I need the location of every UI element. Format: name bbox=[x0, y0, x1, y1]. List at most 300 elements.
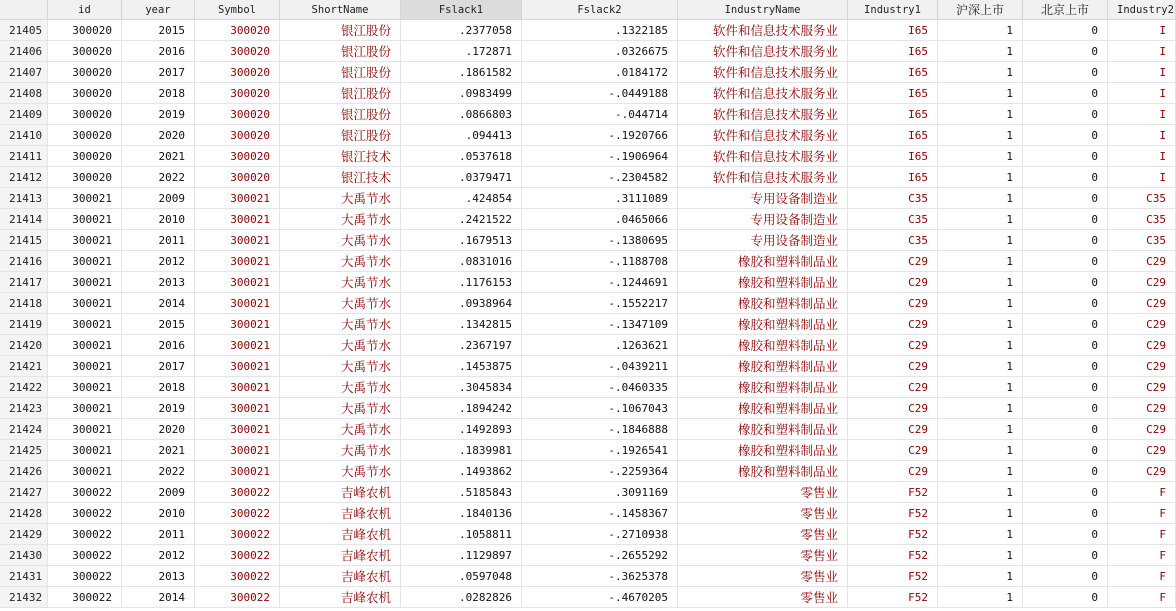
cell-industry1[interactable]: C29 bbox=[848, 335, 938, 356]
column-header-rownum[interactable] bbox=[0, 0, 48, 20]
table-row[interactable] bbox=[0, 566, 1176, 587]
cell-year[interactable]: 2016 bbox=[122, 41, 195, 62]
cell-symbol[interactable]: 300021 bbox=[195, 209, 280, 230]
cell-shortname[interactable]: 大禹节水 bbox=[280, 209, 401, 230]
cell-fslack1[interactable]: .2421522 bbox=[401, 209, 522, 230]
cell-fslack2[interactable]: -.044714 bbox=[522, 104, 678, 125]
cell-shortname[interactable]: 银江股份 bbox=[280, 104, 401, 125]
cell-industry1[interactable]: I65 bbox=[848, 146, 938, 167]
cell-id[interactable]: 300021 bbox=[48, 419, 122, 440]
cell-symbol[interactable]: 300021 bbox=[195, 272, 280, 293]
cell-symbol[interactable]: 300021 bbox=[195, 251, 280, 272]
cell-bj[interactable]: 0 bbox=[1023, 104, 1108, 125]
cell-symbol[interactable]: 300021 bbox=[195, 293, 280, 314]
cell-year[interactable]: 2017 bbox=[122, 356, 195, 377]
cell-bj[interactable]: 0 bbox=[1023, 272, 1108, 293]
cell-bj[interactable]: 0 bbox=[1023, 461, 1108, 482]
cell-fslack1[interactable]: .1129897 bbox=[401, 545, 522, 566]
cell-year[interactable]: 2012 bbox=[122, 545, 195, 566]
cell-industry1[interactable]: I65 bbox=[848, 20, 938, 41]
cell-shortname[interactable]: 吉峰农机 bbox=[280, 545, 401, 566]
cell-id[interactable]: 300022 bbox=[48, 503, 122, 524]
cell-industry1[interactable]: I65 bbox=[848, 62, 938, 83]
cell-fslack1[interactable]: .1861582 bbox=[401, 62, 522, 83]
cell-industry1[interactable]: F52 bbox=[848, 545, 938, 566]
cell-shortname[interactable]: 吉峰农机 bbox=[280, 524, 401, 545]
cell-bj[interactable]: 0 bbox=[1023, 482, 1108, 503]
cell-id[interactable]: 300022 bbox=[48, 545, 122, 566]
cell-bj[interactable]: 0 bbox=[1023, 356, 1108, 377]
cell-industry2[interactable]: C35 bbox=[1108, 230, 1176, 251]
cell-year[interactable]: 2018 bbox=[122, 83, 195, 104]
table-row[interactable] bbox=[0, 41, 1176, 62]
cell-industryname[interactable]: 橡胶和塑料制品业 bbox=[678, 377, 848, 398]
cell-symbol[interactable]: 300021 bbox=[195, 356, 280, 377]
cell-industryname[interactable]: 零售业 bbox=[678, 545, 848, 566]
cell-bj[interactable]: 0 bbox=[1023, 440, 1108, 461]
cell-fslack1[interactable]: .0282826 bbox=[401, 587, 522, 608]
cell-year[interactable]: 2013 bbox=[122, 566, 195, 587]
cell-fslack2[interactable]: .1322185 bbox=[522, 20, 678, 41]
cell-industryname[interactable]: 零售业 bbox=[678, 587, 848, 608]
cell-symbol[interactable]: 300021 bbox=[195, 188, 280, 209]
cell-id[interactable]: 300021 bbox=[48, 335, 122, 356]
cell-bj[interactable]: 0 bbox=[1023, 335, 1108, 356]
cell-hs[interactable]: 1 bbox=[938, 125, 1023, 146]
cell-id[interactable]: 300021 bbox=[48, 188, 122, 209]
cell-symbol[interactable]: 300020 bbox=[195, 104, 280, 125]
column-header-industry2[interactable]: Industry2 bbox=[1108, 0, 1176, 20]
cell-id[interactable]: 300021 bbox=[48, 251, 122, 272]
table-row[interactable] bbox=[0, 209, 1176, 230]
cell-industry2[interactable]: I bbox=[1108, 104, 1176, 125]
cell-shortname[interactable]: 银江股份 bbox=[280, 62, 401, 83]
cell-hs[interactable]: 1 bbox=[938, 398, 1023, 419]
cell-industryname[interactable]: 橡胶和塑料制品业 bbox=[678, 398, 848, 419]
cell-industry2[interactable]: C29 bbox=[1108, 272, 1176, 293]
cell-industry1[interactable]: I65 bbox=[848, 104, 938, 125]
cell-fslack2[interactable]: -.0449188 bbox=[522, 83, 678, 104]
cell-hs[interactable]: 1 bbox=[938, 104, 1023, 125]
table-row[interactable] bbox=[0, 62, 1176, 83]
cell-industryname[interactable]: 软件和信息技术服务业 bbox=[678, 125, 848, 146]
cell-bj[interactable]: 0 bbox=[1023, 419, 1108, 440]
cell-hs[interactable]: 1 bbox=[938, 41, 1023, 62]
table-row[interactable] bbox=[0, 524, 1176, 545]
cell-industry1[interactable]: C35 bbox=[848, 209, 938, 230]
column-header-industry1[interactable]: Industry1 bbox=[848, 0, 938, 20]
cell-shortname[interactable]: 大禹节水 bbox=[280, 440, 401, 461]
cell-bj[interactable]: 0 bbox=[1023, 503, 1108, 524]
cell-industry1[interactable]: C29 bbox=[848, 293, 938, 314]
cell-bj[interactable]: 0 bbox=[1023, 125, 1108, 146]
cell-fslack2[interactable]: .0184172 bbox=[522, 62, 678, 83]
column-header-industryname[interactable]: IndustryName bbox=[678, 0, 848, 20]
cell-year[interactable]: 2015 bbox=[122, 20, 195, 41]
cell-hs[interactable]: 1 bbox=[938, 335, 1023, 356]
cell-industryname[interactable]: 橡胶和塑料制品业 bbox=[678, 461, 848, 482]
cell-industry2[interactable]: I bbox=[1108, 125, 1176, 146]
cell-shortname[interactable]: 吉峰农机 bbox=[280, 566, 401, 587]
cell-fslack1[interactable]: .5185843 bbox=[401, 482, 522, 503]
cell-hs[interactable]: 1 bbox=[938, 587, 1023, 608]
cell-fslack2[interactable]: -.2304582 bbox=[522, 167, 678, 188]
cell-hs[interactable]: 1 bbox=[938, 524, 1023, 545]
cell-shortname[interactable]: 大禹节水 bbox=[280, 398, 401, 419]
cell-hs[interactable]: 1 bbox=[938, 188, 1023, 209]
cell-id[interactable]: 300020 bbox=[48, 83, 122, 104]
cell-symbol[interactable]: 300022 bbox=[195, 545, 280, 566]
cell-industry2[interactable]: C29 bbox=[1108, 356, 1176, 377]
cell-id[interactable]: 300022 bbox=[48, 524, 122, 545]
cell-fslack1[interactable]: .1058811 bbox=[401, 524, 522, 545]
cell-industryname[interactable]: 橡胶和塑料制品业 bbox=[678, 314, 848, 335]
cell-industry2[interactable]: C29 bbox=[1108, 398, 1176, 419]
cell-symbol[interactable]: 300021 bbox=[195, 335, 280, 356]
cell-bj[interactable]: 0 bbox=[1023, 545, 1108, 566]
cell-fslack1[interactable]: .094413 bbox=[401, 125, 522, 146]
cell-symbol[interactable]: 300020 bbox=[195, 125, 280, 146]
cell-industry2[interactable]: C29 bbox=[1108, 419, 1176, 440]
cell-year[interactable]: 2020 bbox=[122, 125, 195, 146]
cell-fslack1[interactable]: .424854 bbox=[401, 188, 522, 209]
cell-fslack2[interactable]: -.1920766 bbox=[522, 125, 678, 146]
cell-industry1[interactable]: F52 bbox=[848, 587, 938, 608]
cell-industry2[interactable]: I bbox=[1108, 62, 1176, 83]
cell-bj[interactable]: 0 bbox=[1023, 398, 1108, 419]
cell-industry1[interactable]: F52 bbox=[848, 524, 938, 545]
table-row[interactable] bbox=[0, 377, 1176, 398]
cell-year[interactable]: 2012 bbox=[122, 251, 195, 272]
cell-industryname[interactable]: 橡胶和塑料制品业 bbox=[678, 419, 848, 440]
cell-shortname[interactable]: 银江技术 bbox=[280, 146, 401, 167]
cell-bj[interactable]: 0 bbox=[1023, 251, 1108, 272]
cell-symbol[interactable]: 300020 bbox=[195, 167, 280, 188]
cell-shortname[interactable]: 大禹节水 bbox=[280, 335, 401, 356]
cell-industry1[interactable]: I65 bbox=[848, 41, 938, 62]
cell-fslack2[interactable]: .0465066 bbox=[522, 209, 678, 230]
table-row[interactable] bbox=[0, 272, 1176, 293]
cell-id[interactable]: 300021 bbox=[48, 314, 122, 335]
cell-hs[interactable]: 1 bbox=[938, 83, 1023, 104]
cell-symbol[interactable]: 300021 bbox=[195, 230, 280, 251]
cell-year[interactable]: 2017 bbox=[122, 62, 195, 83]
cell-hs[interactable]: 1 bbox=[938, 230, 1023, 251]
cell-hs[interactable]: 1 bbox=[938, 251, 1023, 272]
cell-fslack2[interactable]: .1263621 bbox=[522, 335, 678, 356]
cell-symbol[interactable]: 300021 bbox=[195, 377, 280, 398]
cell-fslack1[interactable]: .3045834 bbox=[401, 377, 522, 398]
table-row[interactable] bbox=[0, 440, 1176, 461]
cell-symbol[interactable]: 300021 bbox=[195, 461, 280, 482]
cell-fslack1[interactable]: .1839981 bbox=[401, 440, 522, 461]
cell-industry2[interactable]: F bbox=[1108, 503, 1176, 524]
cell-industryname[interactable]: 软件和信息技术服务业 bbox=[678, 167, 848, 188]
cell-industry1[interactable]: C29 bbox=[848, 440, 938, 461]
cell-hs[interactable]: 1 bbox=[938, 293, 1023, 314]
cell-year[interactable]: 2009 bbox=[122, 188, 195, 209]
cell-id[interactable]: 300021 bbox=[48, 356, 122, 377]
cell-industry2[interactable]: I bbox=[1108, 167, 1176, 188]
cell-fslack2[interactable]: -.0439211 bbox=[522, 356, 678, 377]
cell-symbol[interactable]: 300020 bbox=[195, 83, 280, 104]
cell-shortname[interactable]: 银江股份 bbox=[280, 41, 401, 62]
column-header-fslack1[interactable]: Fslack1 bbox=[401, 0, 522, 20]
cell-shortname[interactable]: 银江股份 bbox=[280, 20, 401, 41]
cell-id[interactable]: 300021 bbox=[48, 461, 122, 482]
cell-hs[interactable]: 1 bbox=[938, 503, 1023, 524]
cell-bj[interactable]: 0 bbox=[1023, 83, 1108, 104]
cell-industryname[interactable]: 软件和信息技术服务业 bbox=[678, 62, 848, 83]
cell-industry1[interactable]: I65 bbox=[848, 83, 938, 104]
cell-fslack1[interactable]: .1176153 bbox=[401, 272, 522, 293]
cell-industryname[interactable]: 软件和信息技术服务业 bbox=[678, 41, 848, 62]
table-row[interactable] bbox=[0, 314, 1176, 335]
cell-year[interactable]: 2014 bbox=[122, 587, 195, 608]
cell-fslack1[interactable]: .0938964 bbox=[401, 293, 522, 314]
cell-id[interactable]: 300021 bbox=[48, 440, 122, 461]
table-row[interactable] bbox=[0, 335, 1176, 356]
cell-shortname[interactable]: 大禹节水 bbox=[280, 377, 401, 398]
table-row[interactable] bbox=[0, 356, 1176, 377]
cell-bj[interactable]: 0 bbox=[1023, 20, 1108, 41]
table-row[interactable] bbox=[0, 125, 1176, 146]
cell-industry1[interactable]: I65 bbox=[848, 125, 938, 146]
column-header-hs[interactable]: 沪深上市 bbox=[938, 0, 1023, 20]
cell-industry2[interactable]: C29 bbox=[1108, 293, 1176, 314]
cell-id[interactable]: 300021 bbox=[48, 398, 122, 419]
cell-fslack2[interactable]: -.1380695 bbox=[522, 230, 678, 251]
table-row[interactable] bbox=[0, 398, 1176, 419]
cell-year[interactable]: 2022 bbox=[122, 461, 195, 482]
cell-industryname[interactable]: 零售业 bbox=[678, 566, 848, 587]
cell-industryname[interactable]: 软件和信息技术服务业 bbox=[678, 83, 848, 104]
cell-id[interactable]: 300022 bbox=[48, 587, 122, 608]
cell-symbol[interactable]: 300021 bbox=[195, 314, 280, 335]
cell-id[interactable]: 300021 bbox=[48, 272, 122, 293]
cell-id[interactable]: 300021 bbox=[48, 293, 122, 314]
cell-fslack2[interactable]: -.0460335 bbox=[522, 377, 678, 398]
cell-id[interactable]: 300020 bbox=[48, 62, 122, 83]
cell-id[interactable]: 300020 bbox=[48, 104, 122, 125]
cell-bj[interactable]: 0 bbox=[1023, 62, 1108, 83]
table-row[interactable] bbox=[0, 482, 1176, 503]
cell-industry2[interactable]: C29 bbox=[1108, 440, 1176, 461]
cell-symbol[interactable]: 300022 bbox=[195, 587, 280, 608]
table-row[interactable] bbox=[0, 20, 1176, 41]
cell-industry2[interactable]: I bbox=[1108, 41, 1176, 62]
cell-industry2[interactable]: F bbox=[1108, 545, 1176, 566]
column-header-shortname[interactable]: ShortName bbox=[280, 0, 401, 20]
cell-industry2[interactable]: I bbox=[1108, 20, 1176, 41]
cell-symbol[interactable]: 300022 bbox=[195, 503, 280, 524]
table-row[interactable] bbox=[0, 104, 1176, 125]
cell-fslack1[interactable]: .2367197 bbox=[401, 335, 522, 356]
cell-hs[interactable]: 1 bbox=[938, 209, 1023, 230]
cell-industry1[interactable]: C29 bbox=[848, 314, 938, 335]
cell-hs[interactable]: 1 bbox=[938, 377, 1023, 398]
cell-fslack1[interactable]: .1840136 bbox=[401, 503, 522, 524]
cell-industry1[interactable]: F52 bbox=[848, 482, 938, 503]
cell-id[interactable]: 300022 bbox=[48, 482, 122, 503]
cell-hs[interactable]: 1 bbox=[938, 545, 1023, 566]
cell-year[interactable]: 2020 bbox=[122, 419, 195, 440]
cell-fslack2[interactable]: .3111089 bbox=[522, 188, 678, 209]
cell-fslack2[interactable]: -.2655292 bbox=[522, 545, 678, 566]
cell-hs[interactable]: 1 bbox=[938, 146, 1023, 167]
cell-symbol[interactable]: 300020 bbox=[195, 62, 280, 83]
cell-industryname[interactable]: 零售业 bbox=[678, 482, 848, 503]
cell-bj[interactable]: 0 bbox=[1023, 146, 1108, 167]
cell-year[interactable]: 2016 bbox=[122, 335, 195, 356]
cell-symbol[interactable]: 300020 bbox=[195, 41, 280, 62]
cell-bj[interactable]: 0 bbox=[1023, 230, 1108, 251]
table-row[interactable] bbox=[0, 83, 1176, 104]
cell-shortname[interactable]: 大禹节水 bbox=[280, 272, 401, 293]
cell-industry1[interactable]: C29 bbox=[848, 272, 938, 293]
column-header-bj[interactable]: 北京上市 bbox=[1023, 0, 1108, 20]
cell-industry2[interactable]: I bbox=[1108, 146, 1176, 167]
cell-hs[interactable]: 1 bbox=[938, 461, 1023, 482]
cell-hs[interactable]: 1 bbox=[938, 419, 1023, 440]
cell-hs[interactable]: 1 bbox=[938, 62, 1023, 83]
table-row[interactable] bbox=[0, 188, 1176, 209]
cell-bj[interactable]: 0 bbox=[1023, 167, 1108, 188]
cell-fslack2[interactable]: -.1067043 bbox=[522, 398, 678, 419]
cell-fslack2[interactable]: -.1188708 bbox=[522, 251, 678, 272]
cell-bj[interactable]: 0 bbox=[1023, 377, 1108, 398]
cell-fslack1[interactable]: .0831016 bbox=[401, 251, 522, 272]
cell-industry1[interactable]: C29 bbox=[848, 356, 938, 377]
cell-industry2[interactable]: C29 bbox=[1108, 335, 1176, 356]
cell-shortname[interactable]: 大禹节水 bbox=[280, 419, 401, 440]
cell-industry2[interactable]: C29 bbox=[1108, 461, 1176, 482]
cell-industry2[interactable]: F bbox=[1108, 482, 1176, 503]
cell-shortname[interactable]: 大禹节水 bbox=[280, 188, 401, 209]
cell-fslack1[interactable]: .1492893 bbox=[401, 419, 522, 440]
cell-industry1[interactable]: C35 bbox=[848, 188, 938, 209]
column-header-year[interactable]: year bbox=[122, 0, 195, 20]
cell-symbol[interactable]: 300021 bbox=[195, 440, 280, 461]
cell-id[interactable]: 300020 bbox=[48, 125, 122, 146]
cell-fslack2[interactable]: -.4670205 bbox=[522, 587, 678, 608]
cell-industryname[interactable]: 软件和信息技术服务业 bbox=[678, 146, 848, 167]
cell-hs[interactable]: 1 bbox=[938, 356, 1023, 377]
cell-industry2[interactable]: F bbox=[1108, 566, 1176, 587]
table-row[interactable] bbox=[0, 587, 1176, 608]
cell-fslack2[interactable]: -.1906964 bbox=[522, 146, 678, 167]
cell-id[interactable]: 300020 bbox=[48, 167, 122, 188]
cell-fslack2[interactable]: -.2259364 bbox=[522, 461, 678, 482]
cell-shortname[interactable]: 大禹节水 bbox=[280, 230, 401, 251]
table-row[interactable] bbox=[0, 545, 1176, 566]
cell-shortname[interactable]: 银江股份 bbox=[280, 83, 401, 104]
cell-id[interactable]: 300021 bbox=[48, 377, 122, 398]
cell-id[interactable]: 300021 bbox=[48, 209, 122, 230]
cell-industry1[interactable]: C29 bbox=[848, 377, 938, 398]
cell-industryname[interactable]: 专用设备制造业 bbox=[678, 230, 848, 251]
column-header-id[interactable]: id bbox=[48, 0, 122, 20]
cell-industry1[interactable]: C29 bbox=[848, 251, 938, 272]
cell-fslack2[interactable]: -.3625378 bbox=[522, 566, 678, 587]
cell-industry1[interactable]: I65 bbox=[848, 167, 938, 188]
cell-symbol[interactable]: 300020 bbox=[195, 146, 280, 167]
cell-hs[interactable]: 1 bbox=[938, 482, 1023, 503]
cell-shortname[interactable]: 吉峰农机 bbox=[280, 503, 401, 524]
cell-hs[interactable]: 1 bbox=[938, 20, 1023, 41]
cell-shortname[interactable]: 吉峰农机 bbox=[280, 482, 401, 503]
table-row[interactable] bbox=[0, 461, 1176, 482]
cell-symbol[interactable]: 300022 bbox=[195, 524, 280, 545]
cell-hs[interactable]: 1 bbox=[938, 566, 1023, 587]
cell-hs[interactable]: 1 bbox=[938, 440, 1023, 461]
cell-industry1[interactable]: F52 bbox=[848, 566, 938, 587]
column-header-fslack2[interactable]: Fslack2 bbox=[522, 0, 678, 20]
cell-year[interactable]: 2021 bbox=[122, 440, 195, 461]
cell-bj[interactable]: 0 bbox=[1023, 293, 1108, 314]
cell-industry2[interactable]: I bbox=[1108, 83, 1176, 104]
cell-bj[interactable]: 0 bbox=[1023, 314, 1108, 335]
cell-industryname[interactable]: 软件和信息技术服务业 bbox=[678, 104, 848, 125]
cell-fslack1[interactable]: .1342815 bbox=[401, 314, 522, 335]
cell-industry2[interactable]: C35 bbox=[1108, 209, 1176, 230]
cell-year[interactable]: 2015 bbox=[122, 314, 195, 335]
cell-bj[interactable]: 0 bbox=[1023, 188, 1108, 209]
cell-industry2[interactable]: C29 bbox=[1108, 377, 1176, 398]
cell-year[interactable]: 2009 bbox=[122, 482, 195, 503]
cell-industryname[interactable]: 专用设备制造业 bbox=[678, 209, 848, 230]
cell-year[interactable]: 2014 bbox=[122, 293, 195, 314]
cell-fslack1[interactable]: .0983499 bbox=[401, 83, 522, 104]
cell-symbol[interactable]: 300022 bbox=[195, 482, 280, 503]
cell-year[interactable]: 2018 bbox=[122, 377, 195, 398]
column-header-symbol[interactable]: Symbol bbox=[195, 0, 280, 20]
cell-bj[interactable]: 0 bbox=[1023, 587, 1108, 608]
table-row[interactable] bbox=[0, 167, 1176, 188]
cell-industryname[interactable]: 橡胶和塑料制品业 bbox=[678, 356, 848, 377]
cell-industryname[interactable]: 零售业 bbox=[678, 524, 848, 545]
cell-fslack2[interactable]: .3091169 bbox=[522, 482, 678, 503]
cell-industryname[interactable]: 橡胶和塑料制品业 bbox=[678, 440, 848, 461]
cell-bj[interactable]: 0 bbox=[1023, 566, 1108, 587]
cell-fslack2[interactable]: -.1846888 bbox=[522, 419, 678, 440]
cell-year[interactable]: 2010 bbox=[122, 503, 195, 524]
cell-industry2[interactable]: F bbox=[1108, 524, 1176, 545]
cell-industryname[interactable]: 橡胶和塑料制品业 bbox=[678, 335, 848, 356]
cell-industry2[interactable]: C29 bbox=[1108, 251, 1176, 272]
cell-fslack1[interactable]: .1894242 bbox=[401, 398, 522, 419]
cell-industryname[interactable]: 零售业 bbox=[678, 503, 848, 524]
cell-hs[interactable]: 1 bbox=[938, 314, 1023, 335]
cell-symbol[interactable]: 300020 bbox=[195, 20, 280, 41]
cell-industry1[interactable]: C29 bbox=[848, 398, 938, 419]
cell-industry1[interactable]: F52 bbox=[848, 503, 938, 524]
cell-shortname[interactable]: 大禹节水 bbox=[280, 356, 401, 377]
cell-id[interactable]: 300020 bbox=[48, 41, 122, 62]
cell-fslack2[interactable]: -.1926541 bbox=[522, 440, 678, 461]
cell-fslack2[interactable]: -.1552217 bbox=[522, 293, 678, 314]
cell-id[interactable]: 300020 bbox=[48, 146, 122, 167]
cell-symbol[interactable]: 300021 bbox=[195, 419, 280, 440]
cell-year[interactable]: 2019 bbox=[122, 398, 195, 419]
cell-year[interactable]: 2013 bbox=[122, 272, 195, 293]
cell-symbol[interactable]: 300022 bbox=[195, 566, 280, 587]
cell-shortname[interactable]: 银江股份 bbox=[280, 125, 401, 146]
cell-fslack1[interactable]: .2377058 bbox=[401, 20, 522, 41]
cell-id[interactable]: 300021 bbox=[48, 230, 122, 251]
cell-industryname[interactable]: 橡胶和塑料制品业 bbox=[678, 272, 848, 293]
cell-symbol[interactable]: 300021 bbox=[195, 398, 280, 419]
